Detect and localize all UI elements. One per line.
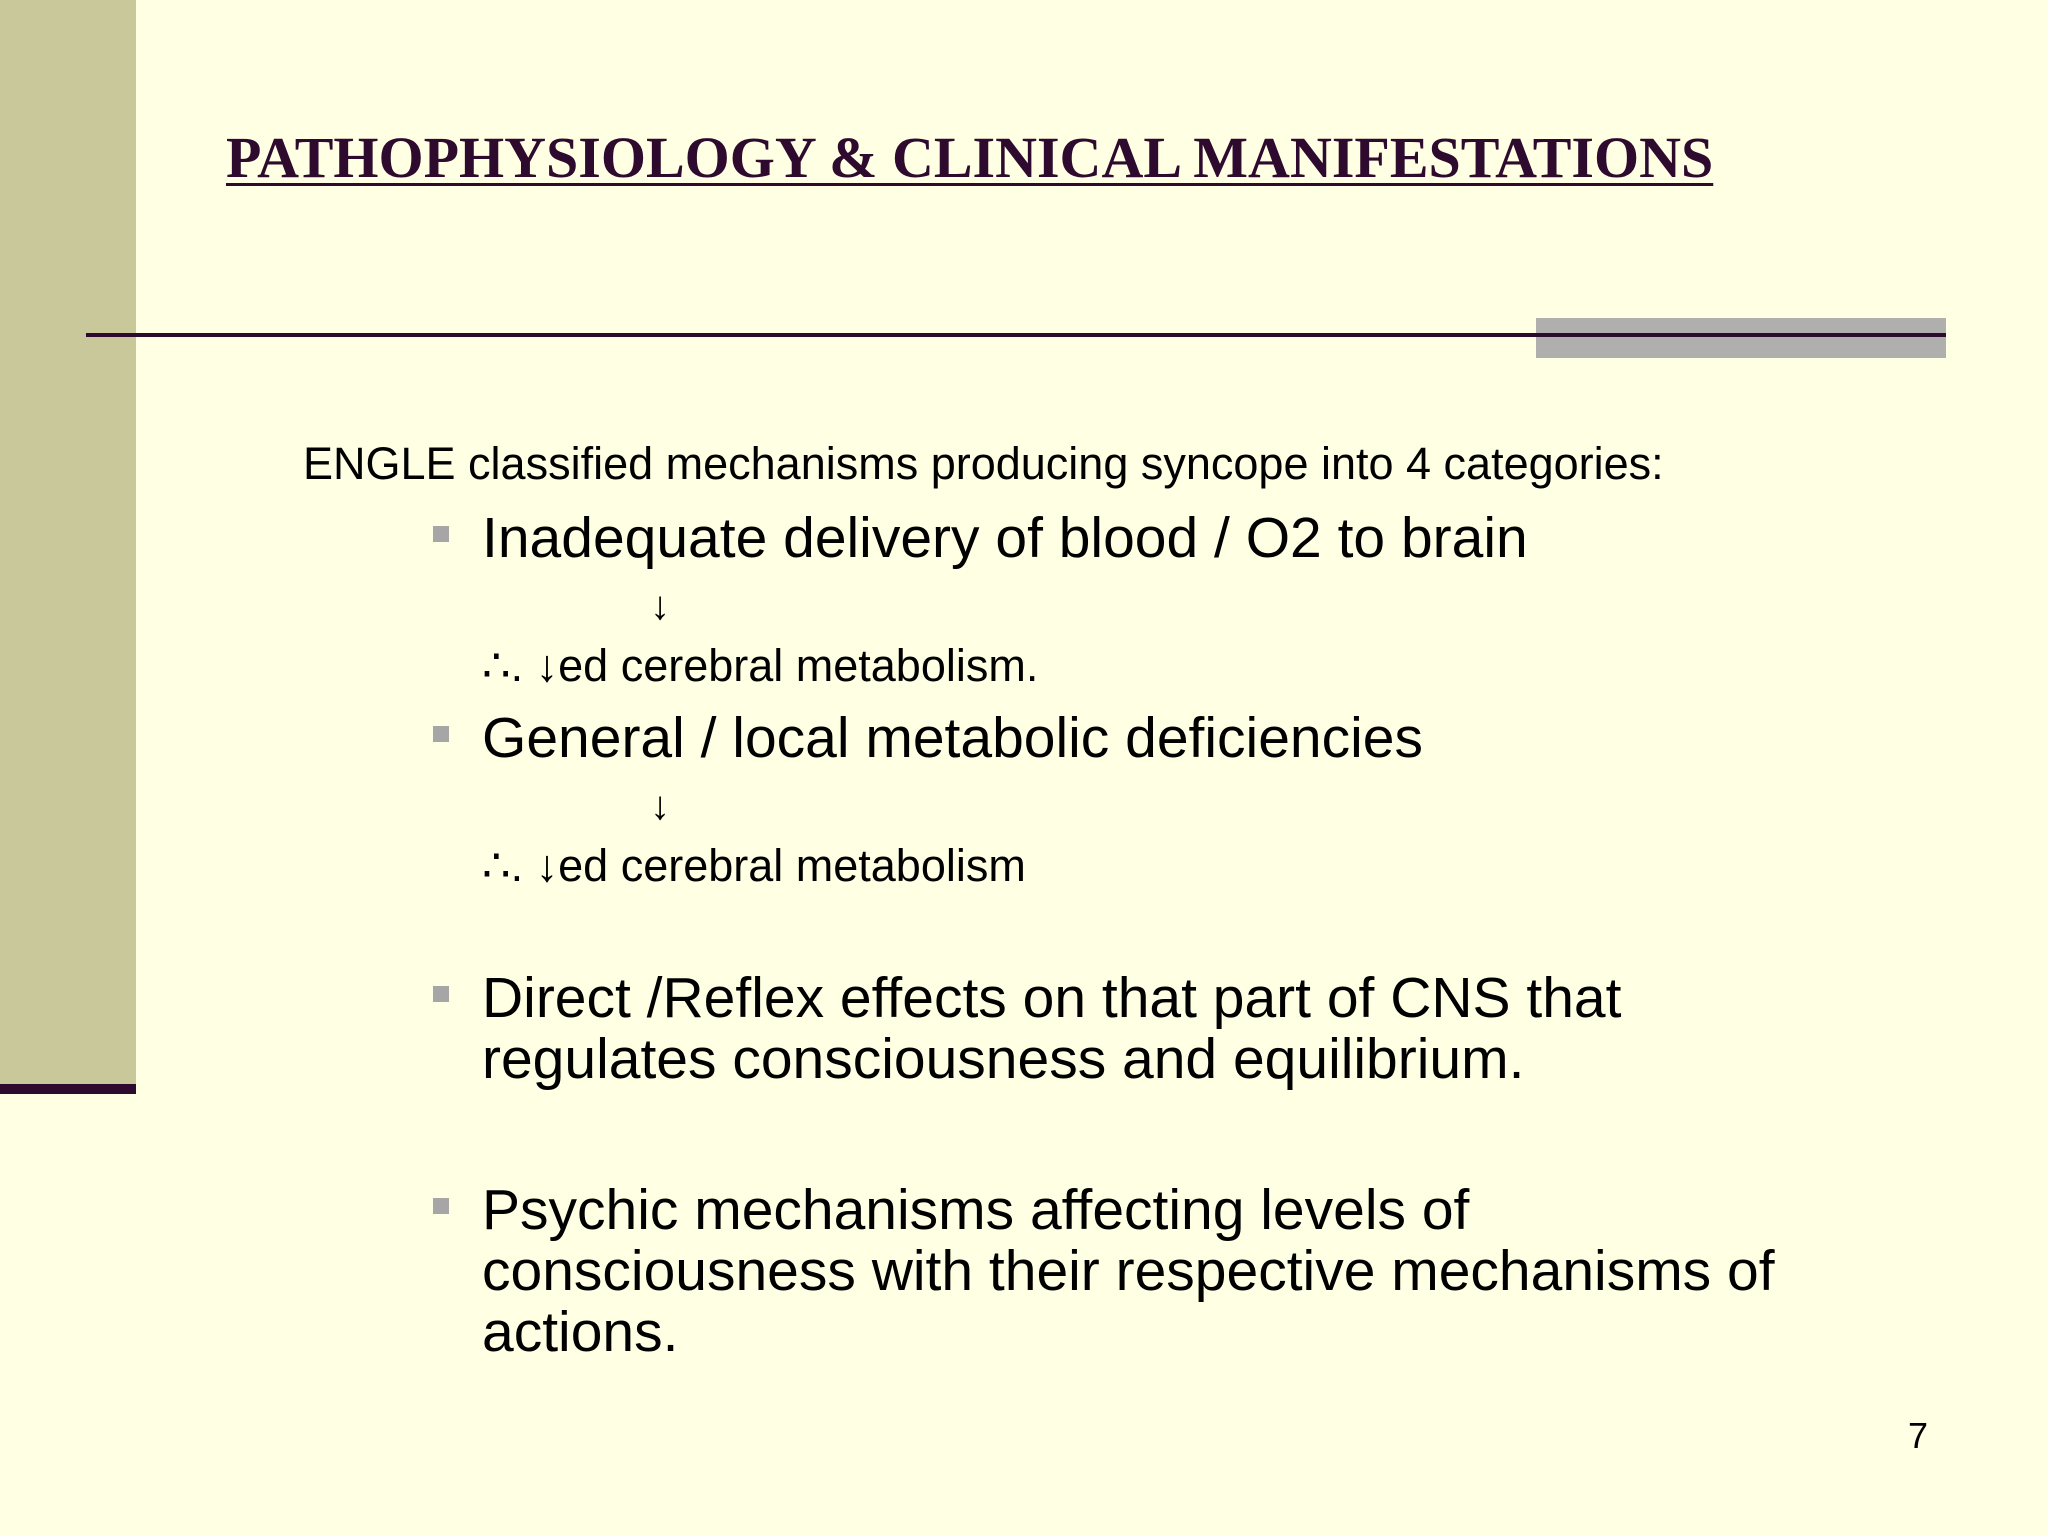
bullet-3-line-1: Direct /Reflex effects on that part of CNS that [482,966,1622,1030]
bullet-item-2 [482,708,1962,769]
page-number: 7 [1907,1415,1928,1456]
down-arrow-icon: ↓ [650,584,670,628]
bullet-item-3 [482,968,1962,1090]
left-bar-bottom-rule [0,1084,136,1094]
title-divider-rule [86,333,1946,337]
square-bullet-icon [433,986,449,1002]
square-bullet-icon [433,726,449,742]
bullet-3-line-2: regulates consciousness and equilibrium. [482,1027,1525,1091]
intro-text: ENGLE classified mechanisms producing syncope into 4 categories: [303,438,1664,489]
square-bullet-icon [433,526,449,542]
left-decorative-bar [0,0,136,1084]
bullet-item-4 [482,1180,1962,1363]
down-arrow-icon: ↓ [650,784,670,828]
bullet-2-line-1: General / local metabolic deficiencies [482,706,1423,770]
bullet-item-1 [482,508,1962,569]
slide-title: PATHOPHYSIOLOGY & CLINICAL MANIFESTATIONS [226,125,1714,190]
title-rule-accent-block [1536,318,1946,358]
square-bullet-icon [433,1198,449,1214]
bullet-1-line-1: Inadequate delivery of blood / O2 to brain [482,506,1528,570]
bullet-4-line-2: consciousness with their respective mechanisms of [482,1239,1775,1303]
bullet-2-result: ∴. ↓ed cerebral metabolism [482,840,1026,891]
bullet-1-result: ∴. ↓ed cerebral metabolism. [482,640,1039,691]
bullet-4-line-1: Psychic mechanisms affecting levels of [482,1178,1470,1242]
bullet-4-line-3: actions. [482,1300,679,1364]
